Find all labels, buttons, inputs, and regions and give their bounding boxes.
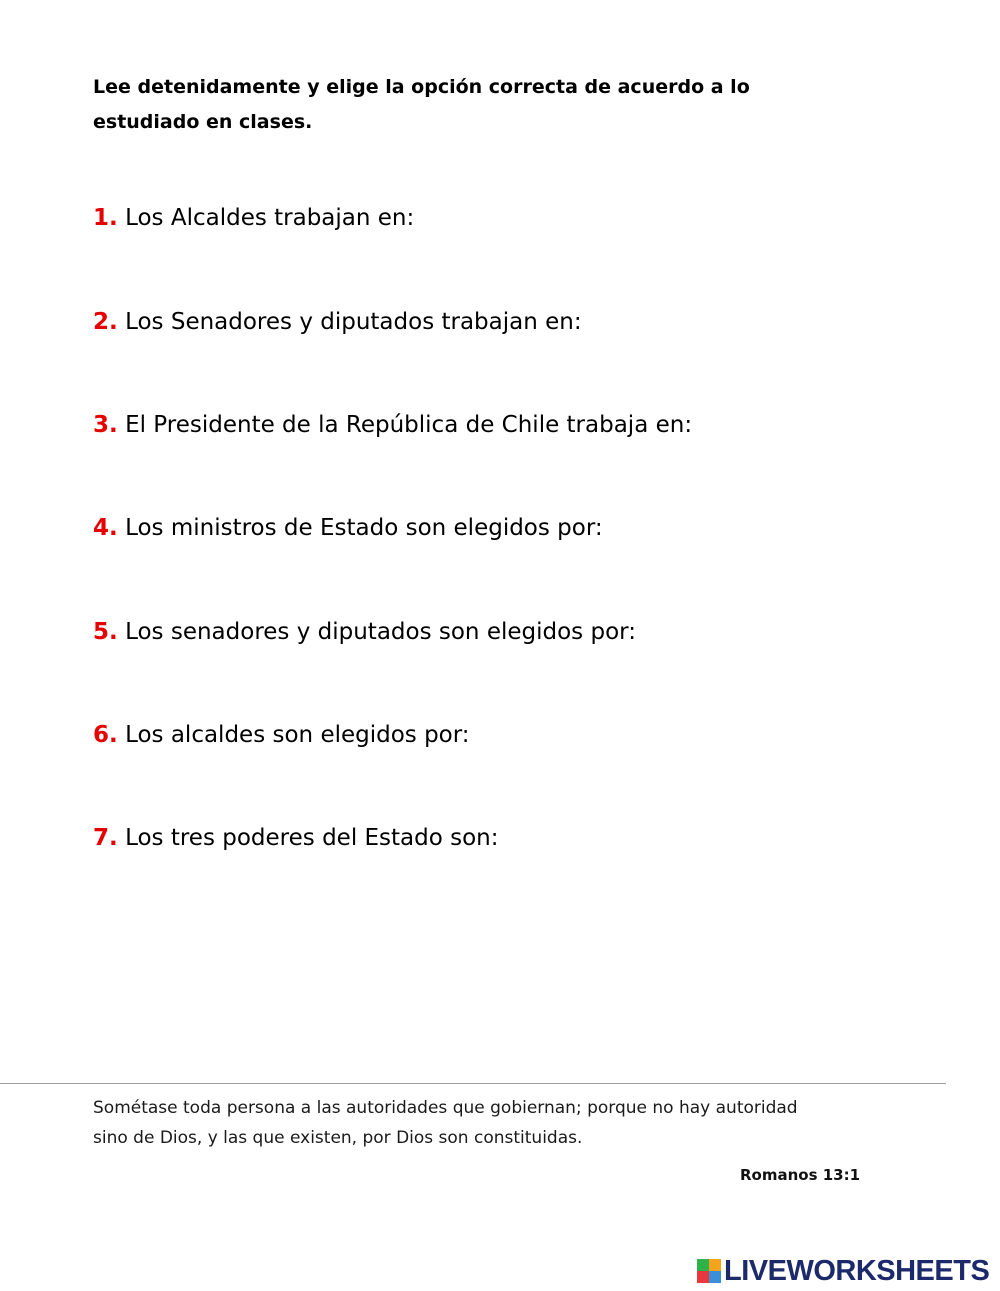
question-7 xyxy=(93,823,499,853)
question-text: Los tres poderes del Estado son: xyxy=(125,825,499,851)
question-number: 4. xyxy=(93,515,118,541)
question-number: 1. xyxy=(93,205,118,231)
logo-tile xyxy=(697,1259,709,1271)
question-2 xyxy=(93,307,582,337)
question-3 xyxy=(93,410,692,440)
question-text: Los senadores y diputados son elegidos por: xyxy=(125,619,636,645)
question-number: 5. xyxy=(93,619,118,645)
footer-divider xyxy=(0,1083,946,1084)
footer-reference: Romanos 13:1 xyxy=(740,1166,861,1184)
question-number: 6. xyxy=(93,722,118,748)
logo-text: LIVEWORKSHEETS xyxy=(724,1254,990,1287)
logo-tile xyxy=(709,1271,721,1283)
question-number: 2. xyxy=(93,309,118,335)
liveworksheets-logo-icon xyxy=(697,1259,721,1283)
question-4 xyxy=(93,513,603,543)
question-text: Los Alcaldes trabajan en: xyxy=(125,205,415,231)
instructions-text: Lee detenidamente y elige la opción correcta de acuerdo a lo estudiado en clases. xyxy=(93,76,750,133)
question-number: 3. xyxy=(93,412,118,438)
liveworksheets-logo[interactable] xyxy=(697,1253,989,1289)
question-1 xyxy=(93,203,414,233)
question-text: Los Senadores y diputados trabajan en: xyxy=(125,309,582,335)
question-6 xyxy=(93,720,470,750)
question-text: Los alcaldes son elegidos por: xyxy=(125,722,470,748)
logo-tile xyxy=(697,1271,709,1283)
footer-verse: Sométase toda persona a las autoridades que gobiernan; porque no hay autoridad sino de Dios, y las que existen, por Dios son constituidas. xyxy=(93,1098,798,1148)
question-5 xyxy=(93,617,636,647)
question-number: 7. xyxy=(93,825,118,851)
question-text: Los ministros de Estado son elegidos por: xyxy=(125,515,603,541)
logo-tile xyxy=(709,1259,721,1271)
question-text: El Presidente de la República de Chile trabaja en: xyxy=(125,412,693,438)
